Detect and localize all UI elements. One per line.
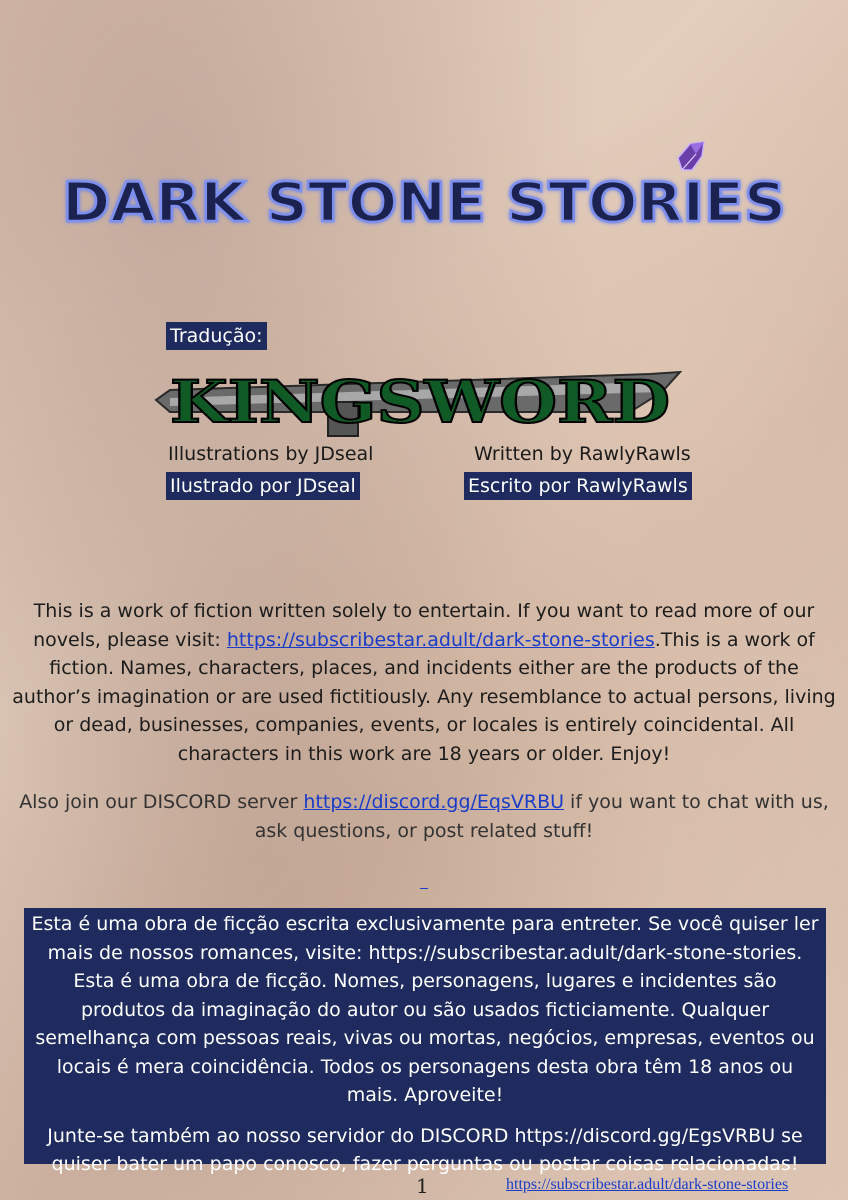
- written-credit-pt: Escrito por RawlyRawls: [464, 472, 692, 500]
- footer-link[interactable]: https://subscribestar.adult/dark-stone-stories: [506, 1176, 789, 1193]
- link-dash: [420, 874, 428, 889]
- disclaimer-en-part2: .This is a work of fiction. Names, characters, places, and incidents either are the products of the author’s imagination or are used fictitiously. Any resemblance to actual persons, living or dead, businesses, companies, events, or locales is entirely coincidental. All characters in this work are 18 years or older. Enjoy!: [12, 628, 836, 765]
- crystal-icon: [674, 140, 710, 178]
- book-title-text: KINGSWORD: [170, 368, 670, 436]
- illustrations-credit-pt: Ilustrado por JDseal: [166, 472, 360, 500]
- illustrations-credit-en: Illustrations by JDseal: [168, 443, 374, 465]
- portuguese-translation-box: [24, 908, 826, 1175]
- dark-stone-stories-logo: [0, 168, 848, 238]
- translation-label: Tradução:: [166, 322, 267, 350]
- discord-note-pt: Junte-se também ao nosso servidor do DISCORD https://discord.gg/EgsVRBU se quiser bater um papo conosco, fazer perguntas ou postar coisas relacionadas!: [47, 1124, 803, 1175]
- disclaimer-en-part1: This is a work of fiction written solely to entertain. If you want to read more of our novels, please visit:: [33, 600, 815, 651]
- page-number: 1: [416, 1174, 429, 1198]
- discord-en-part1: Also join our DISCORD server: [19, 791, 304, 813]
- discord-link[interactable]: https://discord.gg/EqsVRBU: [303, 791, 565, 813]
- disclaimer-pt: Esta é uma obra de ficção escrita exclusivamente para entreter. Se você quiser ler mais de nossos romances, visite: https://subscribestar.adult/dark-stone-stories. Esta é uma obra de ficção. Nomes, personagens, lugares e incidentes são produtos da imaginação do autor ou são usados ficticiamente. Qualquer semelhança com pessoas reais, vivas ou mortas, negócios, empresas, eventos ou locais é mera coincidência. Todos os personagens desta obra têm 18 anos ou mais. Aproveite!: [31, 913, 819, 1106]
- discord-en-part2: if you want to chat with us, ask questions, or post related stuff!: [254, 791, 829, 842]
- subscribestar-link[interactable]: https://subscribestar.adult/dark-stone-stories: [226, 628, 655, 651]
- discord-note-en: [8, 788, 840, 846]
- written-credit-en: Written by RawlyRawls: [474, 443, 691, 465]
- logo-text: DARK STONE STORIES: [62, 171, 786, 234]
- disclaimer-en: [8, 597, 840, 768]
- kingsword-logo: [150, 362, 690, 440]
